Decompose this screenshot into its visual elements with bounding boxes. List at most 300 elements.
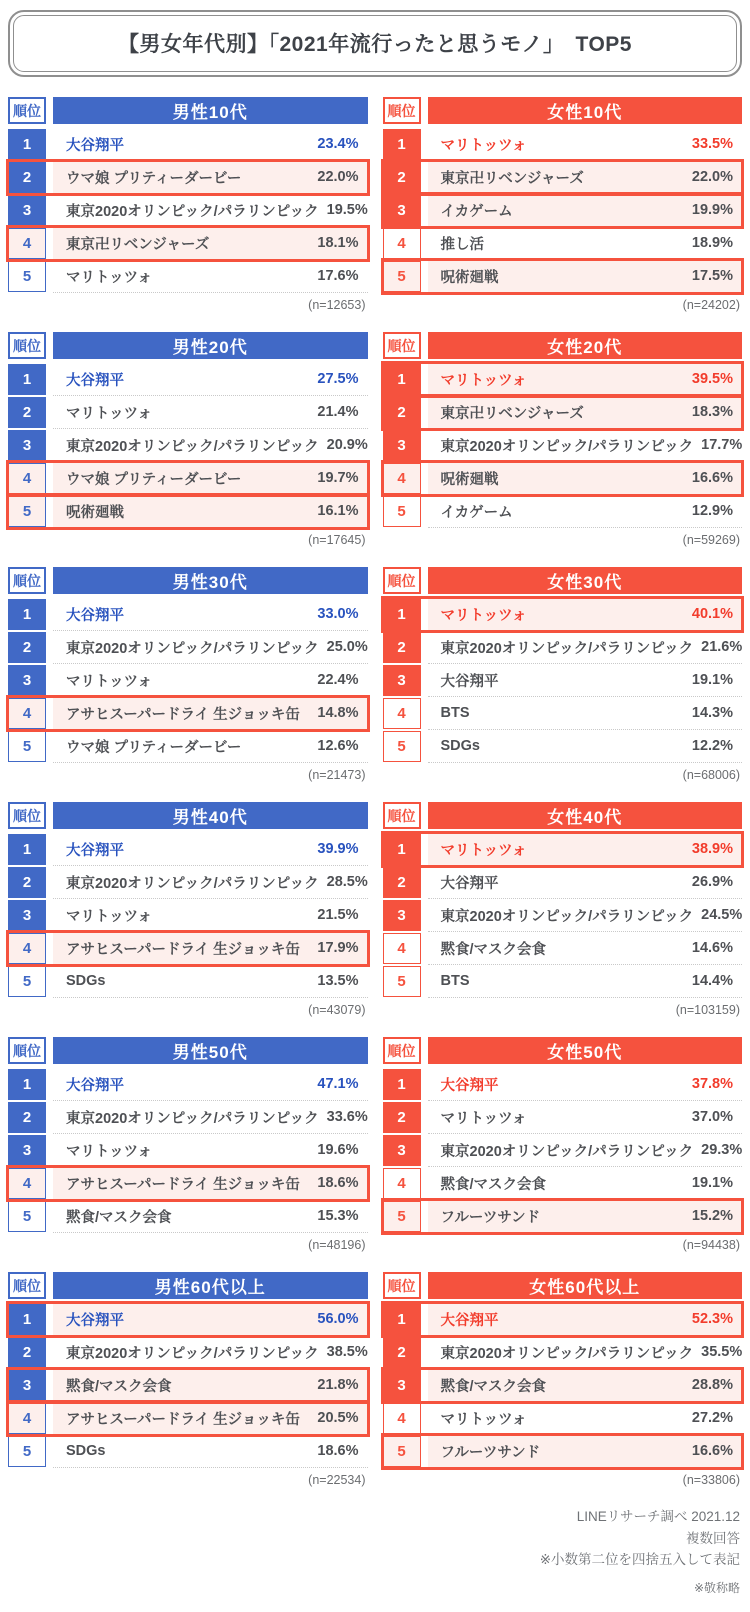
item-label: フルーツサンド xyxy=(440,1444,541,1461)
row-content xyxy=(53,194,368,227)
item-label: 黙食/マスク会食 xyxy=(66,1378,172,1395)
rank-cell: 4 xyxy=(8,933,46,964)
table-header xyxy=(383,1272,743,1299)
rank-cell: 1 xyxy=(8,1304,46,1335)
rank-cell: 3 xyxy=(383,665,421,696)
table-row-rank-2 xyxy=(8,1101,368,1134)
item-percent: 16.6% xyxy=(691,1443,733,1459)
item-label: 東京卍リベンジャーズ xyxy=(440,170,584,187)
rank-cell: 3 xyxy=(383,430,421,461)
rank-cell: 3 xyxy=(8,900,46,931)
row-content xyxy=(428,697,743,730)
table-header xyxy=(8,567,368,594)
row-content xyxy=(428,1200,743,1233)
rank-cell: 2 xyxy=(8,162,46,193)
item-label: 東京2020オリンピック/パラリンピック xyxy=(440,1143,694,1160)
footer-rounding-note: ※小数第二位を四捨五入して表記 xyxy=(539,1552,740,1568)
rank-cell: 4 xyxy=(383,463,421,494)
rank-cell: 5 xyxy=(383,1436,421,1467)
rank-cell: 2 xyxy=(8,632,46,663)
item-label: 大谷翔平 xyxy=(66,607,124,624)
table-row-rank-4 xyxy=(383,1402,743,1435)
item-percent: 18.6% xyxy=(317,1443,359,1459)
row-content xyxy=(428,462,743,495)
sample-size: (n=103159) xyxy=(675,1003,740,1017)
item-percent: 18.9% xyxy=(691,235,733,251)
rank-cell: 2 xyxy=(383,867,421,898)
row-content xyxy=(428,1435,743,1468)
rank-cell: 5 xyxy=(383,261,421,292)
item-percent: 22.4% xyxy=(317,672,359,688)
table-title: 女性50代 xyxy=(428,1037,743,1064)
row-content xyxy=(53,866,368,899)
title-box-inner xyxy=(13,15,737,72)
row-content xyxy=(428,495,743,528)
row-content xyxy=(428,833,743,866)
rank-column-header: 順位 xyxy=(8,1037,46,1064)
item-label: マリトッツォ xyxy=(66,269,152,286)
item-label: 大谷翔平 xyxy=(66,842,124,859)
row-content xyxy=(53,429,368,462)
item-percent: 14.8% xyxy=(317,705,359,721)
rank-cell: 2 xyxy=(383,632,421,663)
item-percent: 14.3% xyxy=(691,705,733,721)
ranking-table-male-30s xyxy=(8,567,368,785)
rank-cell: 4 xyxy=(8,228,46,259)
item-percent: 27.2% xyxy=(691,1410,733,1426)
row-content xyxy=(428,396,743,429)
rank-cell: 1 xyxy=(383,834,421,865)
table-row-rank-1 xyxy=(383,598,743,631)
item-percent: 15.3% xyxy=(317,1208,359,1224)
rank-cell: 1 xyxy=(8,364,46,395)
item-percent: 22.0% xyxy=(691,169,733,185)
row-content xyxy=(53,833,368,866)
item-percent: 15.2% xyxy=(691,1208,733,1224)
rank-cell: 5 xyxy=(8,496,46,527)
table-header xyxy=(8,1272,368,1299)
rank-cell: 5 xyxy=(383,496,421,527)
rank-cell: 3 xyxy=(383,1370,421,1401)
title-box xyxy=(8,10,742,77)
row-content xyxy=(53,1068,368,1101)
sample-size: (n=22534) xyxy=(308,1473,366,1487)
item-label: マリトッツォ xyxy=(66,908,152,925)
item-percent: 22.0% xyxy=(317,169,359,185)
table-row-rank-1 xyxy=(383,363,743,396)
rank-cell: 4 xyxy=(383,1403,421,1434)
row-content xyxy=(53,932,368,965)
item-percent: 28.8% xyxy=(691,1377,733,1393)
rank-cell: 2 xyxy=(8,1102,46,1133)
item-label: マリトッツォ xyxy=(66,405,152,422)
item-percent: 17.9% xyxy=(317,940,359,956)
item-label: 東京2020オリンピック/パラリンピック xyxy=(440,1345,694,1362)
ranking-table-female-10s xyxy=(383,97,743,315)
table-row-rank-4 xyxy=(8,462,368,495)
table-row-rank-4 xyxy=(383,932,743,965)
rank-cell: 2 xyxy=(383,1337,421,1368)
item-label: 大谷翔平 xyxy=(440,875,499,892)
ranking-table-male-50s xyxy=(8,1037,368,1255)
rank-column-header: 順位 xyxy=(383,97,421,124)
table-header xyxy=(8,802,368,829)
table-row-rank-5 xyxy=(8,965,368,998)
table-row-rank-3 xyxy=(8,899,368,932)
row-content xyxy=(53,664,368,697)
item-label: SDGs xyxy=(66,973,106,989)
row-content xyxy=(428,1402,743,1435)
rank-cell: 5 xyxy=(8,1201,46,1232)
table-header xyxy=(383,332,743,359)
ranking-tables-grid xyxy=(8,97,742,1490)
rank-cell: 4 xyxy=(8,1168,46,1199)
row-content xyxy=(428,730,743,763)
item-label: ウマ娘 プリティーダービー xyxy=(66,170,242,187)
item-label: ウマ娘 プリティーダービー xyxy=(66,471,242,488)
item-label: マリトッツォ xyxy=(440,607,527,624)
rank-cell: 2 xyxy=(8,867,46,898)
rank-cell: 3 xyxy=(8,665,46,696)
ranking-table-female-30s xyxy=(383,567,743,785)
table-row-rank-3 xyxy=(383,429,743,462)
item-percent: 21.5% xyxy=(317,907,359,923)
rank-cell: 1 xyxy=(383,599,421,630)
table-row-rank-4 xyxy=(8,1402,368,1435)
table-row-rank-2 xyxy=(383,631,743,664)
table-row-rank-1 xyxy=(8,128,368,161)
ranking-table-female-40s xyxy=(383,802,743,1020)
table-title: 女性10代 xyxy=(428,97,743,124)
item-percent: 29.3% xyxy=(701,1142,742,1158)
table-header xyxy=(383,802,743,829)
item-label: 東京2020オリンピック/パラリンピック xyxy=(440,908,694,925)
table-header xyxy=(8,332,368,359)
table-row-rank-5 xyxy=(8,1435,368,1468)
item-label: 東京2020オリンピック/パラリンピック xyxy=(440,438,694,455)
row-content xyxy=(53,965,368,998)
item-percent: 13.5% xyxy=(317,973,359,989)
item-label: 大谷翔平 xyxy=(440,1312,499,1329)
item-percent: 17.6% xyxy=(317,268,359,284)
item-percent: 39.9% xyxy=(317,841,359,857)
item-percent: 12.6% xyxy=(317,738,359,754)
item-label: イカゲーム xyxy=(440,504,513,521)
row-content xyxy=(53,260,368,293)
item-percent: 16.1% xyxy=(317,503,359,519)
item-label: 呪術廻戦 xyxy=(66,504,124,521)
row-content xyxy=(428,429,743,462)
table-row-rank-1 xyxy=(8,1303,368,1336)
table-row-rank-1 xyxy=(383,1068,743,1101)
rank-cell: 4 xyxy=(8,1403,46,1434)
item-label: 大谷翔平 xyxy=(66,372,124,389)
item-percent: 39.5% xyxy=(691,371,733,387)
item-label: 呪術廻戦 xyxy=(440,471,499,488)
item-percent: 14.4% xyxy=(691,973,733,989)
item-label: 黙食/マスク会食 xyxy=(440,1176,547,1193)
row-content xyxy=(428,1303,743,1336)
row-content xyxy=(53,1101,368,1134)
item-label: 大谷翔平 xyxy=(440,1077,499,1094)
rank-cell: 1 xyxy=(8,129,46,160)
row-content xyxy=(428,1167,743,1200)
item-label: マリトッツォ xyxy=(440,1110,527,1127)
rank-cell: 2 xyxy=(383,1102,421,1133)
row-content xyxy=(53,462,368,495)
rank-cell: 1 xyxy=(8,599,46,630)
rank-column-header: 順位 xyxy=(383,802,421,829)
item-percent: 26.9% xyxy=(691,874,733,890)
row-content xyxy=(53,631,368,664)
rank-cell: 4 xyxy=(383,933,421,964)
item-percent: 19.9% xyxy=(691,202,733,218)
table-row-rank-4 xyxy=(8,227,368,260)
item-label: フルーツサンド xyxy=(440,1209,541,1226)
item-percent: 21.6% xyxy=(701,639,742,655)
ranking-table-female-50s xyxy=(383,1037,743,1255)
row-content xyxy=(428,260,743,293)
item-label: マリトッツォ xyxy=(66,673,152,690)
row-content xyxy=(428,227,743,260)
item-percent: 17.7% xyxy=(701,437,742,453)
rank-cell: 2 xyxy=(383,162,421,193)
ranking-table-male-60plus xyxy=(8,1272,368,1490)
item-label: 東京卍リベンジャーズ xyxy=(66,236,210,253)
rank-cell: 1 xyxy=(8,834,46,865)
table-header xyxy=(8,97,368,124)
rank-cell: 1 xyxy=(383,129,421,160)
row-content xyxy=(53,730,368,763)
row-content xyxy=(53,363,368,396)
item-percent: 33.5% xyxy=(691,136,733,152)
rank-column-header: 順位 xyxy=(8,332,46,359)
item-label: 黙食/マスク会食 xyxy=(66,1209,172,1226)
table-row-rank-1 xyxy=(8,363,368,396)
rank-cell: 1 xyxy=(383,364,421,395)
rank-cell: 2 xyxy=(8,1337,46,1368)
table-row-rank-5 xyxy=(383,1435,743,1468)
table-row-rank-3 xyxy=(8,1369,368,1402)
item-percent: 20.9% xyxy=(326,437,368,453)
ranking-table-male-40s xyxy=(8,802,368,1020)
table-row-rank-3 xyxy=(8,664,368,697)
row-content xyxy=(53,1303,368,1336)
item-percent: 19.7% xyxy=(317,470,359,486)
item-label: イカゲーム xyxy=(440,203,513,220)
item-percent: 16.6% xyxy=(691,470,733,486)
table-title: 男性60代以上 xyxy=(53,1272,368,1299)
row-content xyxy=(428,598,743,631)
rank-cell: 5 xyxy=(8,1436,46,1467)
item-percent: 25.0% xyxy=(326,639,368,655)
table-title: 女性30代 xyxy=(428,567,743,594)
item-percent: 21.4% xyxy=(317,404,359,420)
rank-column-header: 順位 xyxy=(8,567,46,594)
rank-column-header: 順位 xyxy=(383,1037,421,1064)
ranking-table-male-10s xyxy=(8,97,368,315)
item-label: 東京2020オリンピック/パラリンピック xyxy=(66,1110,319,1127)
item-label: マリトッツォ xyxy=(66,1143,152,1160)
table-header xyxy=(383,97,743,124)
row-content xyxy=(53,1200,368,1233)
table-row-rank-2 xyxy=(383,396,743,429)
sample-size: (n=43079) xyxy=(308,1003,366,1017)
item-label: 東京卍リベンジャーズ xyxy=(440,405,584,422)
rank-column-header: 順位 xyxy=(383,332,421,359)
table-row-rank-3 xyxy=(383,1369,743,1402)
footer-source: LINEリサーチ調べ 2021.12 xyxy=(576,1509,740,1524)
sample-size: (n=33806) xyxy=(682,1473,740,1487)
row-content xyxy=(428,1101,743,1134)
table-row-rank-5 xyxy=(8,1200,368,1233)
item-label: 大谷翔平 xyxy=(440,673,499,690)
rank-cell: 1 xyxy=(383,1304,421,1335)
rank-cell: 5 xyxy=(8,731,46,762)
row-content xyxy=(428,1068,743,1101)
table-row-rank-4 xyxy=(383,462,743,495)
item-label: マリトッツォ xyxy=(440,1411,527,1428)
item-percent: 28.5% xyxy=(326,874,368,890)
rank-cell: 5 xyxy=(8,966,46,997)
ranking-table-female-20s xyxy=(383,332,743,550)
table-row-rank-5 xyxy=(383,1200,743,1233)
row-content xyxy=(53,161,368,194)
rank-column-header: 順位 xyxy=(8,97,46,124)
row-content xyxy=(428,631,743,664)
table-row-rank-1 xyxy=(383,1303,743,1336)
row-content xyxy=(428,128,743,161)
table-header xyxy=(383,567,743,594)
item-label: アサヒスーパードライ 生ジョッキ缶 xyxy=(66,1411,300,1428)
footer-notes xyxy=(8,1506,742,1598)
row-content xyxy=(53,598,368,631)
rank-cell: 2 xyxy=(383,397,421,428)
item-label: マリトッツォ xyxy=(440,842,527,859)
table-title: 男性20代 xyxy=(53,332,368,359)
table-row-rank-3 xyxy=(383,899,743,932)
row-content xyxy=(428,161,743,194)
table-row-rank-4 xyxy=(8,697,368,730)
item-percent: 12.2% xyxy=(691,738,733,754)
table-row-rank-3 xyxy=(383,1134,743,1167)
rank-cell: 2 xyxy=(8,397,46,428)
item-label: 東京2020オリンピック/パラリンピック xyxy=(440,640,694,657)
sample-size: (n=59269) xyxy=(682,533,740,547)
row-content xyxy=(428,866,743,899)
row-content xyxy=(53,1369,368,1402)
item-percent: 37.8% xyxy=(691,1076,733,1092)
sample-size: (n=17645) xyxy=(308,533,366,547)
table-row-rank-2 xyxy=(8,161,368,194)
rank-cell: 3 xyxy=(8,430,46,461)
rank-column-header: 順位 xyxy=(383,567,421,594)
item-percent: 19.1% xyxy=(691,1175,733,1191)
rank-cell: 5 xyxy=(383,731,421,762)
row-content xyxy=(428,965,743,998)
table-row-rank-5 xyxy=(383,730,743,763)
rank-column-header: 順位 xyxy=(8,802,46,829)
rank-cell: 4 xyxy=(8,463,46,494)
table-title: 女性60代以上 xyxy=(428,1272,743,1299)
table-row-rank-5 xyxy=(383,495,743,528)
table-row-rank-2 xyxy=(8,631,368,664)
footer-honorific-note: ※敬称略 xyxy=(693,1580,740,1595)
table-row-rank-1 xyxy=(8,1068,368,1101)
table-row-rank-3 xyxy=(383,664,743,697)
item-percent: 19.6% xyxy=(317,1142,359,1158)
row-content xyxy=(53,396,368,429)
rank-cell: 1 xyxy=(8,1069,46,1100)
rank-cell: 3 xyxy=(383,195,421,226)
rank-cell: 3 xyxy=(8,195,46,226)
table-row-rank-4 xyxy=(8,1167,368,1200)
row-content xyxy=(428,899,743,932)
item-label: 呪術廻戦 xyxy=(440,269,499,286)
table-row-rank-3 xyxy=(8,194,368,227)
row-content xyxy=(53,1134,368,1167)
table-row-rank-2 xyxy=(8,1336,368,1369)
sample-size: (n=68006) xyxy=(682,768,740,782)
table-row-rank-2 xyxy=(383,1101,743,1134)
table-row-rank-1 xyxy=(8,598,368,631)
item-label: 東京2020オリンピック/パラリンピック xyxy=(66,203,319,220)
rank-cell: 4 xyxy=(8,698,46,729)
item-label: アサヒスーパードライ 生ジョッキ缶 xyxy=(66,706,300,723)
item-label: 大谷翔平 xyxy=(66,137,124,154)
rank-cell: 3 xyxy=(8,1370,46,1401)
rank-cell: 3 xyxy=(8,1135,46,1166)
table-row-rank-5 xyxy=(8,260,368,293)
table-row-rank-1 xyxy=(8,833,368,866)
item-percent: 35.5% xyxy=(701,1344,742,1360)
table-row-rank-4 xyxy=(383,227,743,260)
item-percent: 56.0% xyxy=(317,1311,359,1327)
item-percent: 18.1% xyxy=(317,235,359,251)
table-header xyxy=(383,1037,743,1064)
row-content xyxy=(428,1336,743,1369)
item-label: BTS xyxy=(440,973,470,989)
table-title: 男性50代 xyxy=(53,1037,368,1064)
table-row-rank-2 xyxy=(8,396,368,429)
item-percent: 23.4% xyxy=(317,136,359,152)
rank-cell: 4 xyxy=(383,1168,421,1199)
item-label: SDGs xyxy=(440,738,480,754)
item-label: アサヒスーパードライ 生ジョッキ缶 xyxy=(66,941,300,958)
item-percent: 38.5% xyxy=(326,1344,368,1360)
item-percent: 24.5% xyxy=(701,907,742,923)
rank-column-header: 順位 xyxy=(8,1272,46,1299)
item-label: 大谷翔平 xyxy=(66,1312,124,1329)
table-title: 女性40代 xyxy=(428,802,743,829)
item-label: ウマ娘 プリティーダービー xyxy=(66,739,242,756)
item-label: 黙食/マスク会食 xyxy=(440,1378,547,1395)
table-row-rank-2 xyxy=(383,866,743,899)
row-content xyxy=(53,1336,368,1369)
sample-size: (n=48196) xyxy=(308,1238,366,1252)
item-percent: 52.3% xyxy=(691,1311,733,1327)
table-header xyxy=(8,1037,368,1064)
ranking-table-male-20s xyxy=(8,332,368,550)
table-title: 男性10代 xyxy=(53,97,368,124)
table-row-rank-4 xyxy=(383,697,743,730)
rank-column-header: 順位 xyxy=(383,1272,421,1299)
row-content xyxy=(428,194,743,227)
item-percent: 12.9% xyxy=(691,503,733,519)
table-row-rank-2 xyxy=(383,161,743,194)
table-row-rank-4 xyxy=(8,932,368,965)
item-percent: 33.0% xyxy=(317,606,359,622)
